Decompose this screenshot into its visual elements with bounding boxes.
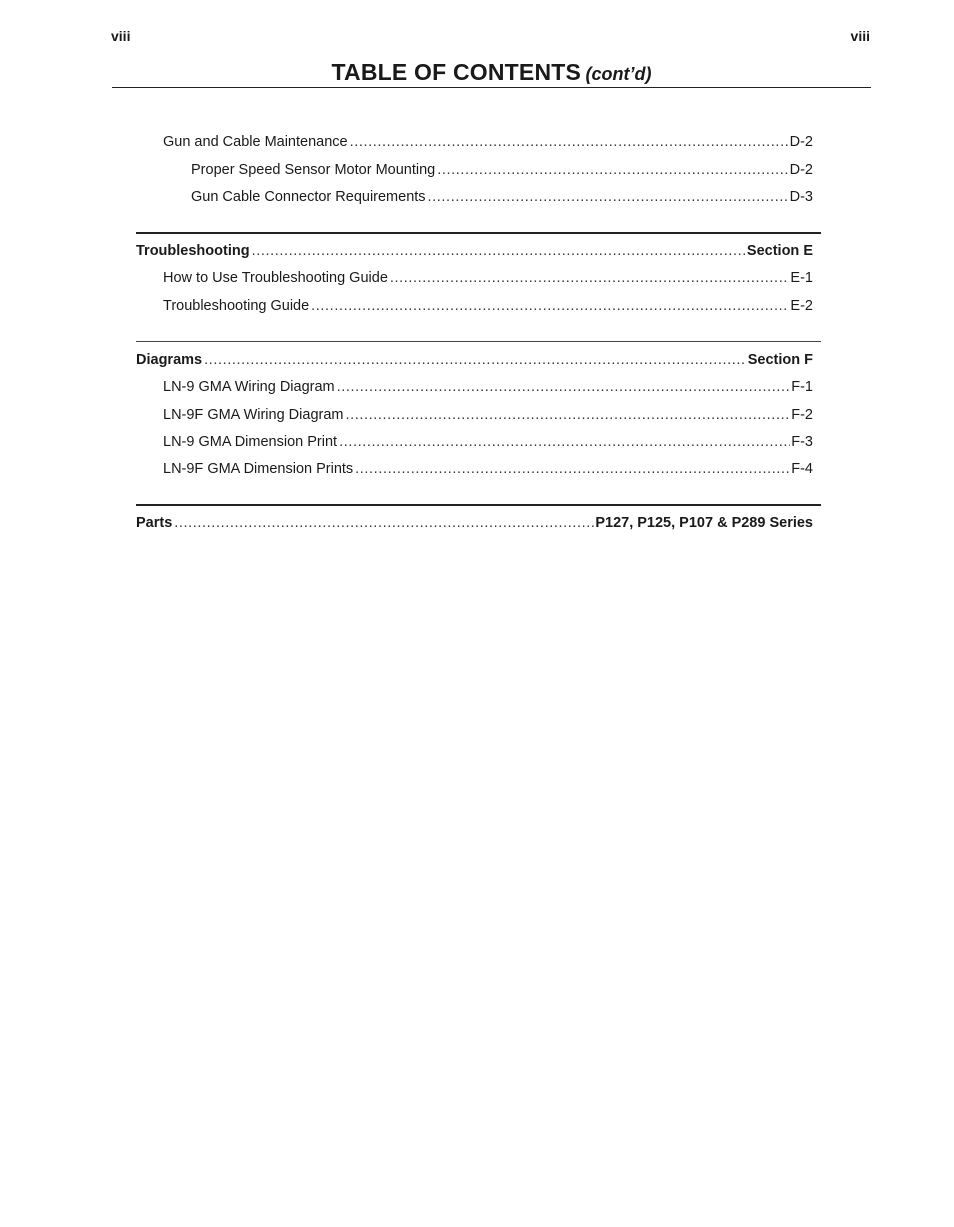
leader-dots: [437, 160, 788, 180]
section-divider: [136, 232, 821, 234]
toc-entry-label: Gun and Cable Maintenance: [163, 134, 348, 150]
toc-entry-label: LN-9 GMA Wiring Diagram: [163, 379, 335, 395]
toc-entry-label: Troubleshooting Guide: [163, 298, 310, 314]
toc-entry-page: E-2: [790, 298, 813, 314]
toc-section-page: P127, P125, P107 & P289 Series: [595, 515, 813, 531]
toc-entry-page: F-1: [791, 379, 813, 395]
page-number-left: viii: [111, 28, 131, 44]
toc-entry-label: How to Use Troubleshooting Guide: [163, 270, 388, 286]
toc-entry-label: Proper Speed Sensor Motor Mounting: [191, 162, 436, 178]
toc-entry-page: D-2: [789, 162, 813, 178]
toc-section-label: Troubleshooting: [136, 243, 250, 259]
toc-entry-page: D-2: [789, 134, 813, 150]
page-subtitle: (cont’d): [585, 64, 652, 84]
leader-dots: [311, 296, 789, 316]
leader-dots: [204, 350, 747, 370]
toc-entry-speed-sensor[interactable]: [191, 160, 813, 180]
page-header: [112, 58, 871, 88]
toc-section-diagrams[interactable]: [136, 350, 813, 370]
leader-dots: [390, 268, 790, 288]
leader-dots: [174, 513, 594, 533]
leader-dots: [355, 459, 790, 479]
toc-section-troubleshooting[interactable]: [136, 241, 813, 261]
toc-entry-ln9-wiring[interactable]: [163, 377, 813, 397]
toc-section-page: Section E: [746, 243, 813, 259]
toc-entry-page: F-2: [791, 407, 813, 423]
toc-section-label: Diagrams: [136, 352, 203, 368]
toc-entry-connector-requirements[interactable]: [191, 187, 813, 207]
toc-entry-label: Gun Cable Connector Requirements: [191, 189, 426, 205]
toc-entry-ln9-dimension[interactable]: [163, 432, 813, 452]
leader-dots: [337, 377, 791, 397]
toc-entry-how-to-use-guide[interactable]: [163, 268, 813, 288]
toc-entry-label: LN-9F GMA Dimension Prints: [163, 461, 354, 477]
leader-dots: [339, 432, 790, 452]
leader-dots: [345, 405, 790, 425]
section-divider: [136, 341, 821, 342]
toc-entry-page: E-1: [790, 270, 813, 286]
toc-entry-page: F-3: [791, 434, 813, 450]
toc-section-page: Section F: [747, 352, 813, 368]
toc-entry-ln9f-wiring[interactable]: [163, 405, 813, 425]
toc-section-label: Parts: [136, 515, 173, 531]
page-number-right: viii: [850, 28, 870, 44]
toc-entry-gun-cable-maintenance[interactable]: [163, 132, 813, 152]
section-divider: [136, 504, 821, 506]
leader-dots: [252, 241, 746, 261]
leader-dots: [428, 187, 789, 207]
toc-entry-ln9f-dimension[interactable]: [163, 459, 813, 479]
leader-dots: [350, 132, 789, 152]
toc-entry-page: F-4: [791, 461, 813, 477]
toc-entry-label: LN-9F GMA Wiring Diagram: [163, 407, 344, 423]
toc-entry-troubleshooting-guide[interactable]: [163, 296, 813, 316]
toc-entry-page: D-3: [789, 189, 813, 205]
toc-entry-label: LN-9 GMA Dimension Print: [163, 434, 338, 450]
toc-section-parts[interactable]: [136, 513, 813, 533]
page-title: TABLE OF CONTENTS: [331, 59, 582, 85]
